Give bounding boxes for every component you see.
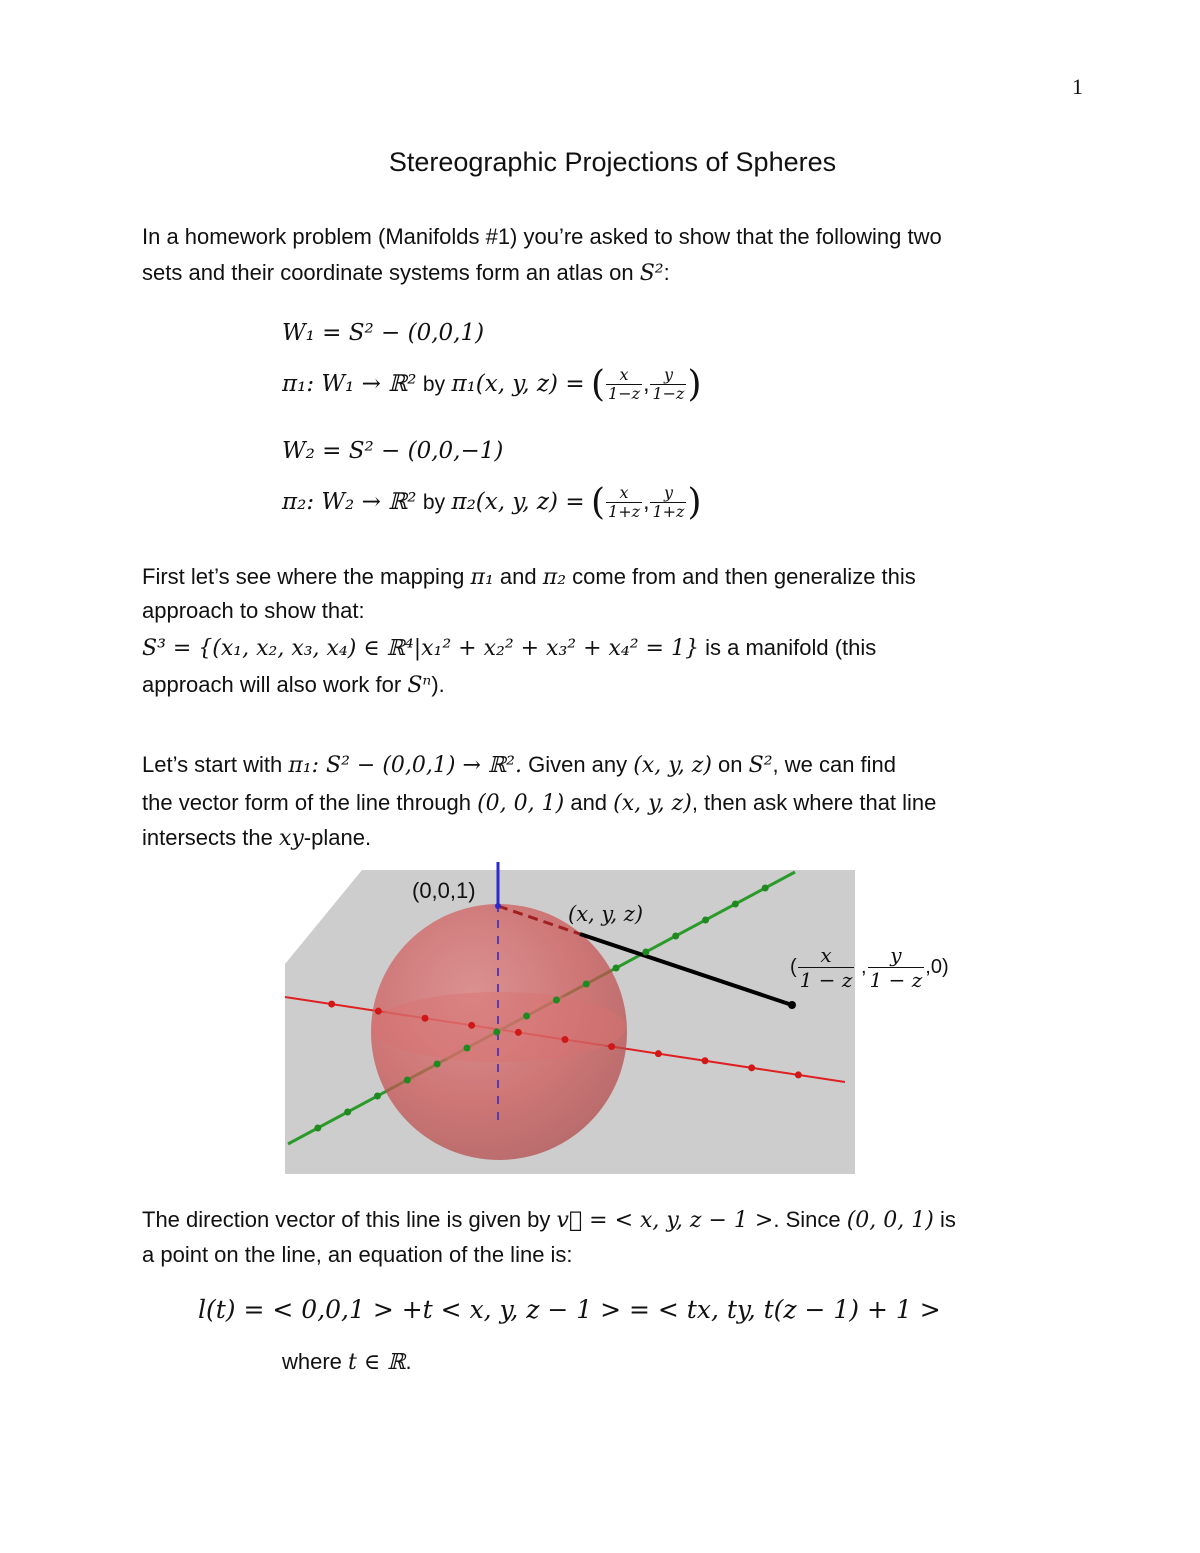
x-axis-tick [515,1029,522,1036]
pi2-frac-x: $\frac{x}{1+z}$ [608,483,641,522]
y-axis-tick [553,997,560,1004]
page-title: Stereographic Projections of Spheres [388,147,837,177]
math-pi1: π₁ [470,565,494,590]
para4-line-2: a point on the line, an equation of the line is: [142,1242,573,1267]
x-axis-tick [748,1064,755,1071]
y-axis-tick [762,885,769,892]
pi2-rhs: π₂(x, y, z) = [451,489,585,515]
x-axis-tick [562,1036,569,1043]
para3-line-3: intersects the xy-plane. [142,825,372,851]
projection-point [788,1001,796,1009]
def-pi1: π₁: W₁ → ℝ² by π₁(x, y, z) = ( $\frac{x}{1-z}$ , $\frac{y}{1-z}$ ) [282,363,702,405]
direction-vector: v⃗ = < x, y, z − 1 > [556,1208,774,1233]
t-in-reals: t ∈ ℝ [348,1350,406,1375]
s3-definition: S³ = {(x₁, x₂, x₃, x₄) ∈ ℝ⁴|x₁² + x₂² + x₃² + x₄² = 1} [142,636,699,661]
para3-line-1: Let’s start with π₁: S² − (0,0,1) → ℝ². Given any (x, y, z) on S², we can find [142,752,897,778]
pi2-rparen: ) [687,481,702,523]
para4-line-1: The direction vector of this line is given by v⃗ = < x, y, z − 1 >. Since (0, 0, 1) is [142,1207,956,1233]
y-axis-tick [732,901,739,908]
pi2-frac-y: $\frac{y}{1+z}$ [652,483,685,522]
y-axis-tick [434,1061,441,1068]
x-axis-tick [795,1071,802,1078]
line-equation: l(t) = < 0,0,1 > +t < x, y, z − 1 > = < tx, ty, t(z − 1) + 1 > [198,1295,941,1324]
para2-line-3: S³ = {(x₁, x₂, x₃, x₄) ∈ ℝ⁴|x₁² + x₂² + x₃² + x₄² = 1} is a manifold (this [142,635,877,661]
y-axis-tick [613,965,620,972]
page-number: 1 [1072,74,1083,99]
y-axis-tick [523,1013,530,1020]
intro-math-s2: S² [639,261,664,286]
label-north-pole: (0,0,1) [412,878,476,903]
x-axis-tick [468,1022,475,1029]
north-pole-point [495,903,501,909]
pi1-lhs: π₁: W₁ → ℝ² [282,371,417,397]
y-axis-tick [374,1093,381,1100]
x-axis-tick [375,1008,382,1015]
y-axis-tick [642,949,649,956]
pi2-by: by [422,491,446,514]
pi1-frac-x: $\frac{x}{1-z}$ [608,365,641,404]
pi1-rparen: ) [687,363,702,405]
y-axis-tick [493,1029,500,1036]
x-axis-tick [702,1057,709,1064]
def-pi2: π₂: W₂ → ℝ² by π₂(x, y, z) = ( $\frac{x}{1+z}$ , $\frac{y}{1+z}$ ) [282,481,702,523]
x-axis-tick [328,1001,335,1008]
where-line: where t ∈ ℝ. [282,1349,412,1375]
para3-line-2: the vector form of the line through (0, 0, 1) and (x, y, z), then ask where that line [142,790,937,816]
y-axis-tick [344,1109,351,1116]
y-axis-tick [463,1045,470,1052]
y-axis-tick [314,1125,321,1132]
x-axis-tick [608,1043,615,1050]
y-axis-tick [672,933,679,940]
pi1-lparen: ( [591,363,606,405]
label-point: (x, y, z) [568,902,644,926]
label-projection: ( $\frac{x}{1 - z}$ , $\frac{y}{1 - z}$ ,0) [790,943,949,992]
def-w1: W₁ = S² − (0,0,1) [282,320,485,346]
pi1-frac-y: $\frac{y}{1-z}$ [652,365,685,404]
y-axis-tick [404,1077,411,1084]
intro-colon: : [663,260,670,285]
y-axis-tick [583,981,590,988]
math-pi1-map: π₁: S² − (0,0,1) → ℝ². [288,753,522,778]
pi1-by: by [422,373,446,396]
math-sn: Sⁿ [407,673,432,698]
intro-line-2 [142,256,670,291]
y-axis-tick [702,917,709,924]
pi2-lparen: ( [591,481,606,523]
def-w2: W₂ = S² − (0,0,−1) [282,438,504,464]
x-axis-tick [422,1015,429,1022]
para2-line-4: approach will also work for Sⁿ). [142,672,445,698]
pi2-lhs: π₂: W₂ → ℝ² [282,489,417,515]
para2-line-1: First let’s see where the mapping π₁ and π₂ come from and then generalize this [142,564,916,590]
x-axis-tick [655,1050,662,1057]
math-pi2: π₂ [542,565,567,590]
para2-line-2: approach to show that: [142,598,365,623]
intro-line-1: In a homework problem (Manifolds #1) you’re asked to show that the following two [142,224,942,249]
pi1-rhs: π₁(x, y, z) = [451,371,585,397]
intro-text: sets and their coordinate systems form an atlas on [142,260,640,285]
